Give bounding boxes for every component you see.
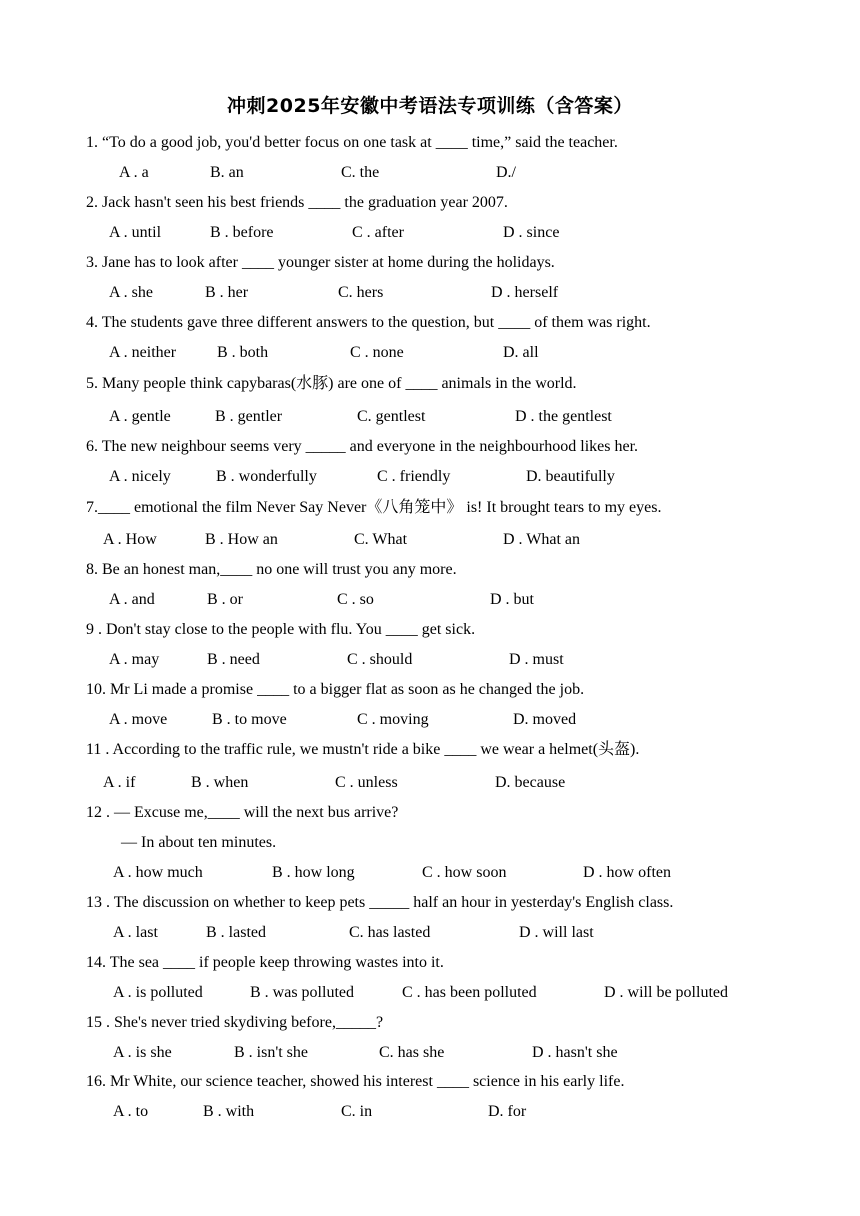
question-stem: 14. The sea ____ if people keep throwing wastes into it. (86, 954, 444, 971)
option-b: B . her (205, 284, 249, 301)
option-a: A . until (109, 224, 162, 241)
option-d: D . hasn't she (532, 1044, 618, 1061)
option-c: C . none (350, 344, 404, 361)
question-stem: 15 . She's never tried skydiving before,_____? (86, 1014, 384, 1031)
question-stem: 10. Mr Li made a promise ____ to a bigger flat as soon as he changed the job. (86, 681, 585, 698)
question-stem: 2. Jack hasn't seen his best friends ____ the graduation year 2007. (86, 194, 508, 211)
option-a: A . how much (113, 864, 203, 881)
option-a: A . may (109, 651, 160, 668)
option-c: C. the (341, 164, 380, 181)
option-a: A . a (119, 164, 149, 181)
question-stem: 12 . — Excuse me,____ will the next bus arrive? (86, 804, 399, 821)
option-a: A . move (109, 711, 168, 728)
question-stem: 11 . According to the traffic rule, we mustn't ride a bike ____ we wear a helmet(头盔). (86, 741, 640, 758)
option-c: C. in (341, 1103, 373, 1120)
option-a: A . How (103, 531, 157, 548)
question-stem: 5. Many people think capybaras(水豚) are one of ____ animals in the world. (86, 375, 577, 392)
option-b: B . both (217, 344, 269, 361)
option-b: B . How an (205, 531, 278, 548)
option-c: C. hers (338, 284, 384, 301)
option-d: D . the gentlest (515, 408, 612, 425)
question-stem: 1. “To do a good job, you'd better focus on one task at ____ time,” said the teacher. (86, 134, 618, 151)
option-a: A . is she (113, 1044, 172, 1061)
option-d: D . will be polluted (604, 984, 728, 1001)
option-d: D. all (503, 344, 539, 361)
option-a: A . she (109, 284, 153, 301)
option-c: C . moving (357, 711, 429, 728)
option-d: D. because (495, 774, 566, 791)
option-b: B . with (203, 1103, 255, 1120)
question-stem: 6. The new neighbour seems very _____ and everyone in the neighbourhood likes her. (86, 438, 639, 455)
option-a: A . is polluted (113, 984, 203, 1001)
option-c: C . should (347, 651, 413, 668)
question-stem: 3. Jane has to look after ____ younger sister at home during the holidays. (86, 254, 555, 271)
option-b: B . need (207, 651, 260, 668)
option-b: B. an (210, 164, 244, 181)
option-b: B . before (210, 224, 274, 241)
question-stem: 13 . The discussion on whether to keep pets _____ half an hour in yesterday's English class. (86, 894, 674, 911)
option-d: D. moved (513, 711, 577, 728)
option-b: B . lasted (206, 924, 266, 941)
option-b: B . gentler (215, 408, 283, 425)
option-d: D. beautifully (526, 468, 615, 485)
option-d: D./ (496, 164, 516, 181)
option-b: B . or (207, 591, 243, 608)
option-d: D . herself (491, 284, 559, 301)
question-stem: 7.____ emotional the film Never Say Never《八角笼中》 is! It brought tears to my eyes. (86, 499, 662, 516)
option-c: C. has lasted (349, 924, 431, 941)
option-d: D . What an (503, 531, 581, 548)
option-a: A . last (113, 924, 158, 941)
option-a: A . to (113, 1103, 149, 1120)
option-c: C. gentlest (357, 408, 426, 425)
option-d: D. for (488, 1103, 527, 1120)
question-stem: 8. Be an honest man,____ no one will trust you any more. (86, 561, 457, 578)
option-c: C . unless (335, 774, 398, 791)
option-a: A . gentle (109, 408, 171, 425)
page-title: 冲刺2025年安徽中考语法专项训练（含答案） (227, 95, 633, 117)
option-c: C . friendly (377, 468, 451, 485)
question-stem: 9 . Don't stay close to the people with flu. You ____ get sick. (86, 621, 476, 638)
question-stem: 16. Mr White, our science teacher, showed his interest ____ science in his early life. (86, 1073, 625, 1090)
option-c: C . has been polluted (402, 984, 537, 1001)
option-c: C . so (337, 591, 374, 608)
option-b: B . was polluted (250, 984, 354, 1001)
option-d: D . how often (583, 864, 671, 881)
option-d: D . will last (519, 924, 594, 941)
option-a: A . nicely (109, 468, 171, 485)
option-b: B . how long (272, 864, 355, 881)
option-c: C . how soon (422, 864, 507, 881)
option-a: A . and (109, 591, 155, 608)
option-d: D . since (503, 224, 560, 241)
option-c: C. What (354, 531, 408, 548)
option-a: A . neither (109, 344, 177, 361)
question-stem: 4. The students gave three different answers to the question, but ____ of them was right. (86, 314, 651, 331)
option-b: B . wonderfully (216, 468, 317, 485)
option-b: B . isn't she (234, 1044, 308, 1061)
option-c: C . after (352, 224, 404, 241)
answer-line: — In about ten minutes. (121, 834, 277, 851)
option-c: C. has she (379, 1044, 445, 1061)
option-b: B . when (191, 774, 249, 791)
option-b: B . to move (212, 711, 287, 728)
option-a: A . if (103, 774, 136, 791)
option-d: D . but (490, 591, 534, 608)
option-d: D . must (509, 651, 564, 668)
